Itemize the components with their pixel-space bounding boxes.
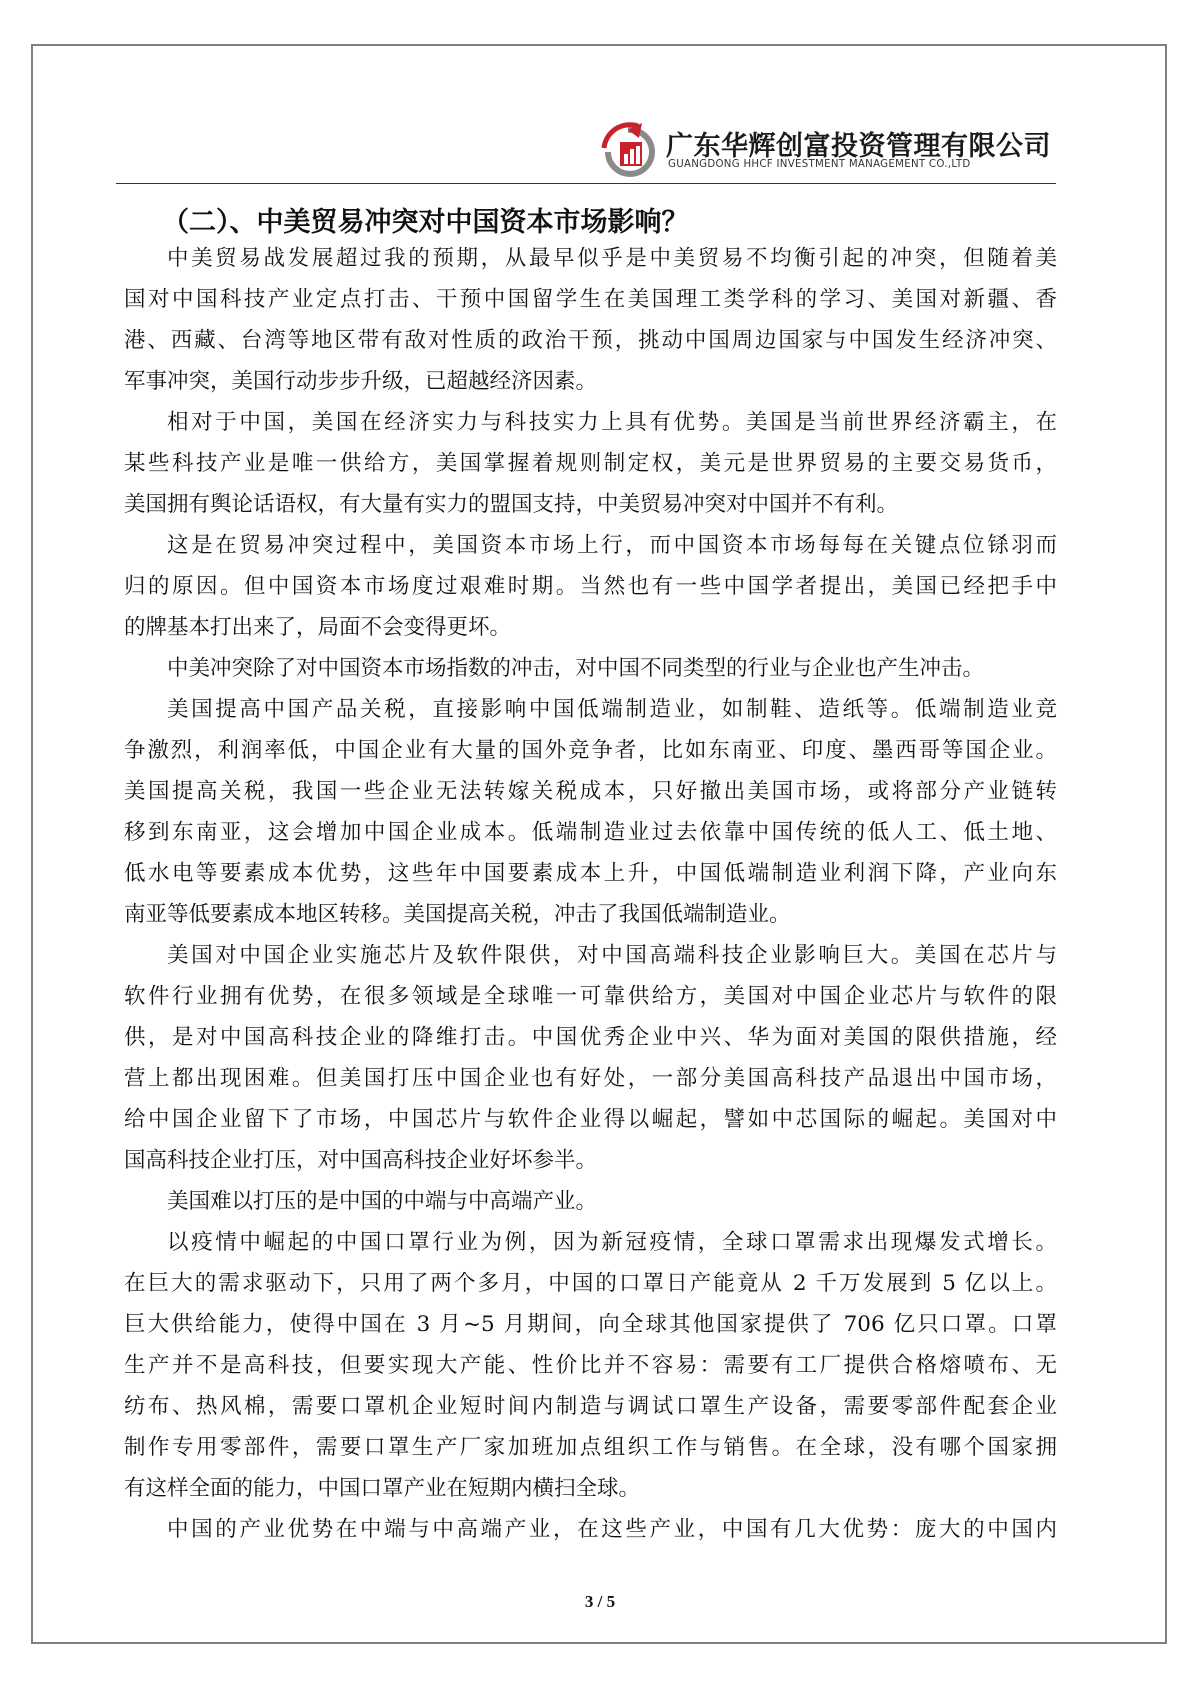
text-line: 中美冲突除了对中国资本市场指数的冲击，对中国不同类型的行业与企业也产生冲击。: [167, 656, 985, 681]
text-line: 美国提高关税，我国一些企业无法转嫁关税成本，只好撤出美国市场，或将部分产业链转: [124, 779, 1057, 804]
text-line: 中国的产业优势在中端与中高端产业，在这些产业，中国有几大优势：庞大的中国内: [167, 1517, 1057, 1542]
company-logo-icon: [598, 118, 662, 182]
body-text: [124, 238, 1057, 1550]
text-line: 在巨大的需求驱动下，只用了两个多月，中国的口罩日产能竟从 2 千万发展到 5 亿以上。: [124, 1271, 1057, 1296]
text-line: 生产并不是高科技，但要实现大产能、性价比并不容易：需要有工厂提供合格熔喷布、无: [124, 1353, 1057, 1378]
text-line: 低水电等要素成本优势，这些年中国要素成本上升，中国低端制造业利润下降，产业向东: [124, 861, 1057, 886]
text-line: 营上都出现困难。但美国打压中国企业也有好处，一部分美国高科技产品退出中国市场，: [124, 1066, 1057, 1091]
company-name-cn: 广东华辉创富投资管理有限公司: [666, 131, 1051, 162]
text-line: 供，是对中国高科技企业的降维打击。中国优秀企业中兴、华为面对美国的限供措施，经: [124, 1025, 1057, 1050]
page-indicator: 3 / 5: [584, 1592, 616, 1611]
text-line: 移到东南亚，这会增加中国企业成本。低端制造业过去依靠中国传统的低人工、低土地、: [124, 820, 1057, 845]
text-line: 美国对中国企业实施芯片及软件限供，对中国高端科技企业影响巨大。美国在芯片与: [167, 943, 1057, 968]
text-line: 的牌基本打出来了，局面不会变得更坏。: [124, 615, 512, 640]
company-name-en: GUANGDONG HHCF INVESTMENT MANAGEMENT CO.,LTD: [668, 159, 971, 170]
text-line: 中美贸易战发展超过我的预期，从最早似乎是中美贸易不均衡引起的冲突，但随着美: [167, 246, 1057, 271]
text-line: 以疫情中崛起的中国口罩行业为例，因为新冠疫情，全球口罩需求出现爆发式增长。: [167, 1230, 1057, 1255]
text-line: 某些科技产业是唯一供给方，美国掌握着规则制定权，美元是世界贸易的主要交易货币，: [124, 451, 1057, 476]
text-line: 争激烈，利润率低，中国企业有大量的国外竞争者，比如东南亚、印度、墨西哥等国企业。: [124, 738, 1057, 763]
text-line: 国高科技企业打压，对中国高科技企业好坏参半。: [124, 1148, 598, 1173]
text-line: 纺布、热风棉，需要口罩机企业短时间内制造与调试口罩生产设备，需要零部件配套企业: [124, 1394, 1057, 1419]
text-line: 这是在贸易冲突过程中，美国资本市场上行，而中国资本市场每每在关键点位铩羽而: [167, 533, 1057, 558]
text-line: 软件行业拥有优势，在很多领域是全球唯一可靠供给方，美国对中国企业芯片与软件的限: [124, 984, 1057, 1009]
text-line: 军事冲突，美国行动步步升级，已超越经济因素。: [124, 369, 598, 394]
text-line: 美国难以打压的是中国的中端与中高端产业。: [167, 1189, 598, 1214]
text-line: 相对于中国，美国在经济实力与科技实力上具有优势。美国是当前世界经济霸主，在: [167, 410, 1057, 435]
header-divider: [116, 183, 1056, 184]
text-line: 美国拥有舆论话语权，有大量有实力的盟国支持，中美贸易冲突对中国并不有利。: [124, 492, 899, 517]
text-line: 美国提高中国产品关税，直接影响中国低端制造业，如制鞋、造纸等。低端制造业竞: [167, 697, 1057, 722]
text-line: 港、西藏、台湾等地区带有敌对性质的政治干预，挑动中国周边国家与中国发生经济冲突、: [124, 328, 1057, 353]
text-line: 给中国企业留下了市场，中国芯片与软件企业得以崛起，譬如中芯国际的崛起。美国对中: [124, 1107, 1057, 1132]
text-line: 南亚等低要素成本地区转移。美国提高关税，冲击了我国低端制造业。: [124, 902, 791, 927]
text-line: 巨大供给能力，使得中国在 3 月~5 月期间，向全球其他国家提供了 706 亿只口罩。口罩: [124, 1312, 1057, 1337]
text-line: 国对中国科技产业定点打击、干预中国留学生在美国理工类学科的学习、美国对新疆、香: [124, 287, 1057, 312]
text-line: 制作专用零部件，需要口罩生产厂家加班加点组织工作与销售。在全球，没有哪个国家拥: [124, 1435, 1057, 1460]
section-heading: （二）、中美贸易冲突对中国资本市场影响？: [162, 207, 689, 238]
text-line: 有这样全面的能力，中国口罩产业在短期内横扫全球。: [124, 1476, 641, 1501]
text-line: 归的原因。但中国资本市场度过艰难时期。当然也有一些中国学者提出，美国已经把手中: [124, 574, 1057, 599]
